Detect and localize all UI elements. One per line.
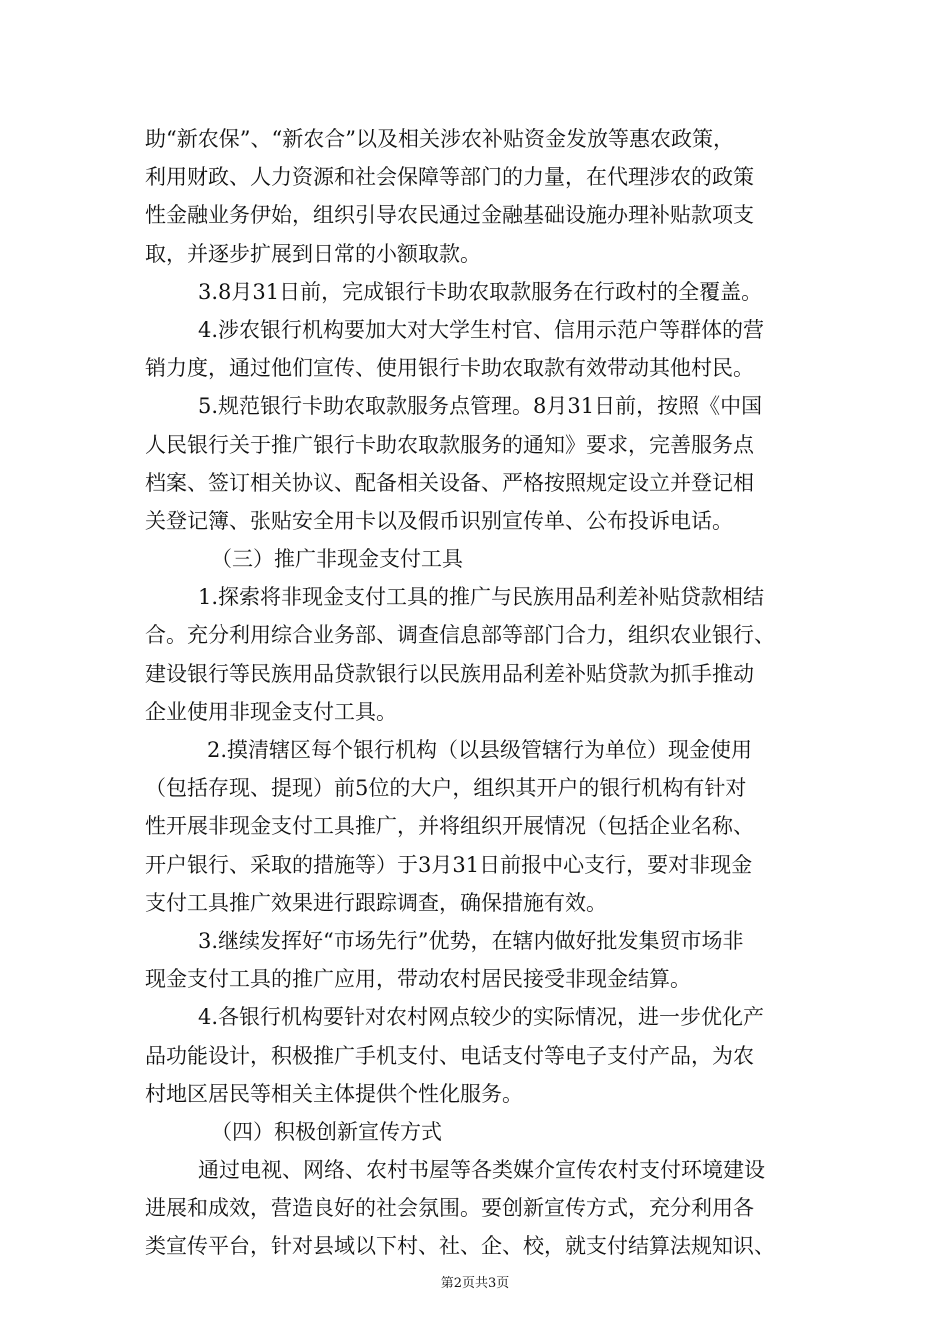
section-heading: （三）推广非现金支付工具	[211, 547, 463, 572]
text-line: 销力度，通过他们宣传、使用银行卡助农取款有效带动其他村民。	[145, 356, 754, 381]
text-line: 合。充分利用综合业务部、调查信息部等部门合力，组织农业银行、	[145, 623, 775, 648]
text-line: 利用财政、人力资源和社会保障等部门的力量，在代理涉农的政策	[145, 165, 754, 190]
text-line: 村地区居民等相关主体提供个性化服务。	[145, 1081, 523, 1106]
text-line: 开户银行、采取的措施等）于3月31日前报中心支行，要对非现金	[145, 852, 753, 877]
text-line: 性金融业务伊始，组织引导农民通过金融基础设施办理补贴款项支	[145, 203, 754, 228]
page-footer: 第2页共3页	[440, 1276, 510, 1291]
text-line: 类宣传平台，针对县域以下村、社、企、校，就支付结算法规知识、	[145, 1234, 775, 1259]
text-line: 关登记簿、张贴安全用卡以及假币识别宣传单、公布投诉电话。	[145, 508, 733, 533]
text-line: 企业使用非现金支付工具。	[145, 699, 397, 724]
text-line: 3.8月31日前，完成银行卡助农取款服务在行政村的全覆盖。	[198, 279, 763, 304]
text-line: 2.摸清辖区每个银行机构（以县级管辖行为单位）现金使用	[207, 738, 753, 762]
text-line: 现金支付工具的推广应用，带动农村居民接受非现金结算。	[145, 967, 691, 992]
text-line: 通过电视、网络、农村书屋等各类媒介宣传农村支付环境建设	[198, 1158, 765, 1183]
text-line: 人民银行关于推广银行卡助农取款服务的通知》要求，完善服务点	[145, 432, 754, 457]
text-line: 4.涉农银行机构要加大对大学生村官、信用示范户等群体的营	[198, 317, 765, 342]
text-line: 4.各银行机构要针对农村网点较少的实际情况，进一步优化产	[198, 1005, 765, 1030]
document-body	[145, 120, 825, 1266]
text-line: 档案、签订相关协议、配备相关设备、严格按照规定设立并登记相	[145, 470, 754, 495]
text-line: 进展和成效，营造良好的社会氛围。要创新宣传方式，充分利用各	[145, 1196, 754, 1221]
text-line: 品功能设计，积极推广手机支付、电话支付等电子支付产品，为农	[145, 1043, 754, 1068]
text-line: 1.探索将非现金支付工具的推广与民族用品利差补贴贷款相结	[198, 585, 765, 610]
text-line: 5.规范银行卡助农取款服务点管理。8月31日前，按照《中国	[198, 394, 763, 419]
section-heading: （四）积极创新宣传方式	[211, 1119, 442, 1144]
text-line: 助“新农保”、“新农合”以及相关涉农补贴资金发放等惠农政策，	[145, 127, 734, 151]
text-line: （包括存现、提现）前5位的大户，组织其开户的银行机构有针对	[145, 776, 747, 801]
text-line: 建设银行等民族用品贷款银行以民族用品利差补贴贷款为抓手推动	[145, 661, 754, 686]
text-line: 性开展非现金支付工具推广，并将组织开展情况（包括企业名称、	[145, 814, 754, 839]
text-line: 3.继续发挥好“市场先行”优势，在辖内做好批发集贸市场非	[198, 928, 744, 953]
text-line: 取，并逐步扩展到日常的小额取款。	[145, 241, 481, 266]
text-line: 支付工具推广效果进行跟踪调查，确保措施有效。	[145, 890, 607, 915]
